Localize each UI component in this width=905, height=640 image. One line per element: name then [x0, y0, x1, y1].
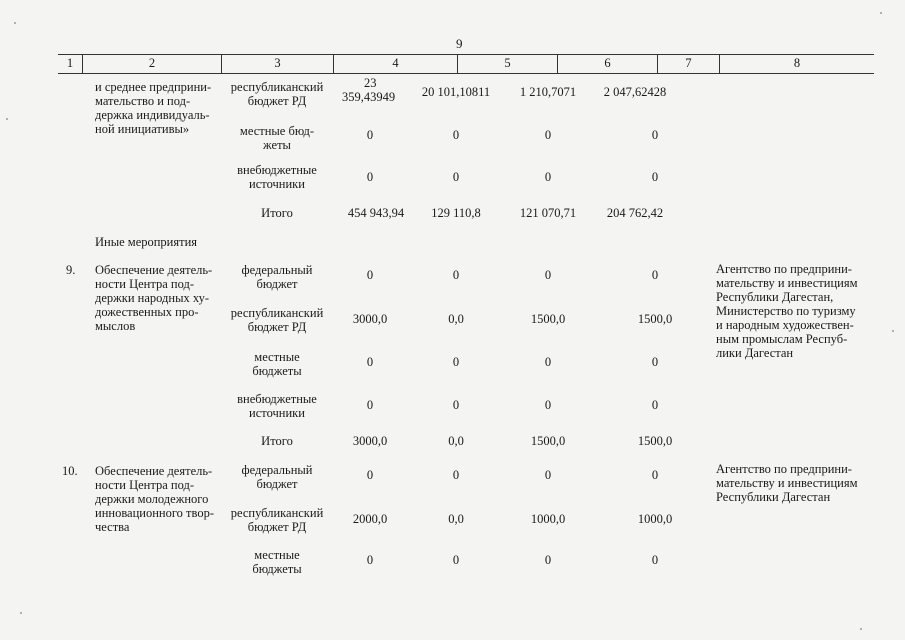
funding-source-line: бюджет [256, 277, 298, 291]
scan-speck [880, 12, 882, 14]
amount-col7: 0 [651, 553, 659, 567]
item-number: 10. [62, 464, 78, 478]
amount-col6: 0 [544, 553, 552, 567]
funding-source-line: бюджеты [252, 562, 302, 576]
amount-col6: 0 [544, 355, 552, 369]
amount-col4: 0 [366, 170, 374, 184]
item-name-line: Обеспечение деятель- [95, 263, 213, 277]
amount-col7: 204 762,42 [606, 206, 664, 220]
amount-col4: 3000,0 [352, 312, 388, 326]
total-label: Итого [261, 434, 293, 448]
amount-col5: 0,0 [448, 434, 464, 448]
amount-col5: 0 [452, 128, 460, 142]
amount-col5: 20 101,10811 [421, 85, 491, 99]
amount-col6: 1500,0 [530, 312, 566, 326]
funding-source-line: источники [249, 177, 305, 191]
funding-source-line: бюджет РД [247, 94, 307, 108]
amount-col5: 0 [452, 553, 460, 567]
program-name-line: держка индивидуаль- [95, 108, 210, 122]
funding-source-line: республиканский [230, 306, 324, 320]
funding-source-line: жеты [263, 138, 291, 152]
amount-col4: 0 [366, 128, 374, 142]
item-name [95, 464, 214, 534]
funding-source [222, 392, 332, 420]
executor [716, 262, 857, 360]
amount-col5: 129 110,8 [431, 206, 481, 220]
amount-col7: 0 [651, 268, 659, 282]
amount-col7: 2 047,62428 [603, 85, 667, 99]
amount-col7: 1000,0 [637, 512, 673, 526]
amount-col5: 0 [452, 468, 460, 482]
amount-col6: 1500,0 [530, 434, 566, 448]
amount-col4: 0 [366, 355, 374, 369]
funding-source-line: федеральный [241, 463, 313, 477]
amount-col6: 1 210,7071 [519, 85, 577, 99]
program-name [95, 80, 211, 136]
amount-col5: 0 [452, 398, 460, 412]
funding-source-line: внебюджетные [237, 392, 317, 406]
amount-line: 359,43949 [342, 90, 396, 104]
funding-source-line: федеральный [241, 263, 313, 277]
header-cell: 6 [557, 55, 657, 73]
executor-line: мательству и инвестициям [716, 476, 858, 490]
item-name [95, 263, 212, 333]
amount-col6: 0 [544, 128, 552, 142]
header-cell: 2 [82, 55, 221, 73]
executor-line: мательству и инвестициям [716, 276, 858, 290]
amount-col6: 0 [544, 170, 552, 184]
scan-speck [860, 628, 862, 630]
funding-source-line: внебюджетные [237, 163, 317, 177]
executor-line: ным промыслам Респуб- [716, 332, 848, 346]
item-name-line: мыслов [95, 319, 136, 333]
header-cell: 8 [719, 55, 874, 73]
amount-col7: 0 [651, 170, 659, 184]
funding-source [222, 350, 332, 378]
amount-col4: 0 [366, 398, 374, 412]
table-header-row [58, 54, 874, 74]
amount-col5: 0,0 [448, 512, 464, 526]
page-number: 9 [456, 36, 463, 51]
scan-speck [14, 22, 16, 24]
funding-source-line: местные [254, 548, 300, 562]
amount-col5: 0 [452, 355, 460, 369]
total-label: Итого [261, 206, 293, 220]
amount-col7: 0 [651, 128, 659, 142]
item-name-line: держки народных ху- [95, 291, 210, 305]
funding-source-line: бюджет [256, 477, 298, 491]
scan-speck [20, 612, 22, 614]
scan-speck [6, 118, 8, 120]
item-name-line: инновационного твор- [95, 506, 214, 520]
amount-col6: 0 [544, 468, 552, 482]
program-name-line: мательство и под- [95, 94, 191, 108]
amount-col7: 0 [651, 355, 659, 369]
executor-line: Республики Дагестан [716, 490, 831, 504]
funding-source-line: бюджет РД [247, 320, 307, 334]
header-cell: 3 [221, 55, 333, 73]
item-name-line: ности Центра под- [95, 277, 194, 291]
amount-col7: 1500,0 [637, 434, 673, 448]
amount-col5: 0 [452, 170, 460, 184]
amount-col5: 0,0 [448, 312, 464, 326]
item-name-line: Обеспечение деятель- [95, 464, 213, 478]
amount-col4: 454 943,94 [347, 206, 405, 220]
amount-col4 [342, 76, 395, 104]
funding-source [222, 80, 332, 108]
amount-col4: 0 [366, 268, 374, 282]
funding-source [222, 506, 332, 534]
funding-source-line: местные бюд- [239, 124, 315, 138]
amount-col6: 1000,0 [530, 512, 566, 526]
item-name-line: дожественных про- [95, 305, 199, 319]
amount-col4: 0 [366, 553, 374, 567]
funding-source [222, 124, 332, 152]
item-name-line: держки молодежного [95, 492, 209, 506]
funding-source [222, 263, 332, 291]
header-cell: 4 [333, 55, 457, 73]
amount-col4: 2000,0 [352, 512, 388, 526]
funding-source [222, 463, 332, 491]
scan-speck [892, 330, 894, 332]
funding-source-line: республиканский [230, 506, 324, 520]
funding-source-line: источники [249, 406, 305, 420]
program-name-line: и среднее предприни- [95, 80, 212, 94]
amount-col7: 0 [651, 398, 659, 412]
funding-source-line: республиканский [230, 80, 324, 94]
funding-source [222, 163, 332, 191]
item-name-line: чества [95, 520, 130, 534]
executor-line: Министерство по туризму [716, 304, 856, 318]
funding-source [222, 306, 332, 334]
program-name-line: ной инициативы» [95, 122, 190, 136]
section-title: Иные мероприятия [95, 235, 198, 249]
header-cell: 5 [457, 55, 557, 73]
item-name-line: ности Центра под- [95, 478, 194, 492]
amount-col4: 3000,0 [352, 434, 388, 448]
amount-col6: 121 070,71 [519, 206, 577, 220]
amount-col5: 0 [452, 268, 460, 282]
amount-line: 23 [364, 76, 377, 90]
executor-line: Республики Дагестан, [716, 290, 834, 304]
header-cell: 7 [657, 55, 719, 73]
amount-col4: 0 [366, 468, 374, 482]
funding-source [222, 548, 332, 576]
executor-line: Агентство по предприни- [716, 262, 852, 276]
executor-line: лики Дагестан [716, 346, 794, 360]
funding-source-line: бюджеты [252, 364, 302, 378]
header-cell: 1 [66, 56, 74, 70]
amount-col7: 1500,0 [637, 312, 673, 326]
funding-source-line: бюджет РД [247, 520, 307, 534]
funding-source-line: местные [254, 350, 300, 364]
executor-line: и народным художествен- [716, 318, 854, 332]
executor-line: Агентство по предприни- [716, 462, 852, 476]
amount-col6: 0 [544, 268, 552, 282]
amount-col6: 0 [544, 398, 552, 412]
amount-col7: 0 [651, 468, 659, 482]
item-number: 9. [66, 263, 76, 277]
executor [716, 462, 857, 504]
